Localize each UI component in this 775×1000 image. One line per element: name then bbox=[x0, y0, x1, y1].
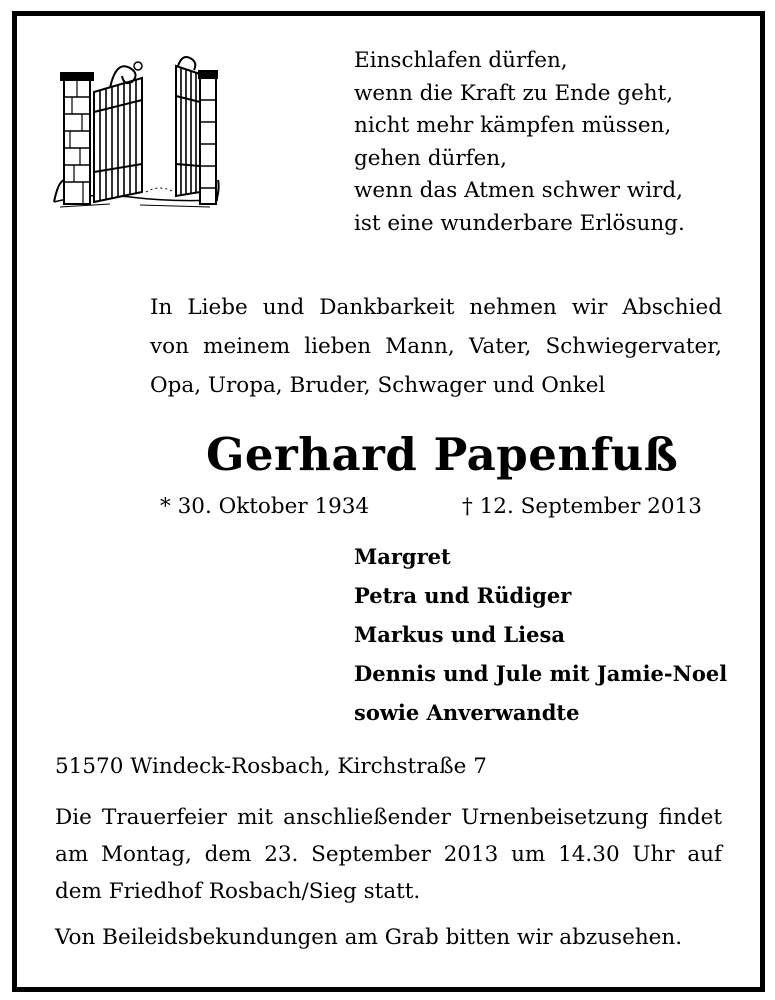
mourner: Margret bbox=[354, 544, 451, 569]
poem-line: ist eine wunderbare Erlösung. bbox=[354, 210, 685, 236]
poem-line: Einschlafen dürfen, bbox=[354, 48, 568, 73]
closing-note: Von Beileidsbekundungen am Grab bitten wir abzusehen. bbox=[55, 925, 683, 950]
service-line: am Montag, dem 23. September 2013 um 14.30 Uhr auf bbox=[55, 842, 722, 867]
service-info bbox=[55, 799, 722, 910]
mourner: Dennis und Jule mit Jamie-Noel bbox=[354, 661, 728, 686]
poem-line: wenn das Atmen schwer wird, bbox=[354, 178, 683, 203]
mourner: sowie Anverwandte bbox=[354, 700, 580, 725]
farewell-line: Opa, Uropa, Bruder, Schwager und Onkel bbox=[150, 373, 606, 398]
deceased-name: Gerhard Papenfuß bbox=[206, 428, 679, 481]
poem-line: nicht mehr kämpfen müssen, bbox=[354, 113, 672, 138]
birth-date: * 30. Oktober 1934 bbox=[160, 494, 370, 519]
farewell-text bbox=[150, 288, 722, 405]
service-line: Die Trauerfeier mit anschließender Urnenbeisetzung findet bbox=[55, 805, 722, 830]
mourners-list bbox=[354, 537, 727, 732]
mourner: Petra und Rüdiger bbox=[354, 583, 572, 608]
mourner: Markus und Liesa bbox=[354, 622, 565, 647]
poem bbox=[354, 45, 734, 240]
open-gate-illustration bbox=[50, 52, 222, 212]
farewell-line: In Liebe und Dankbarkeit nehmen wir Abschied bbox=[150, 295, 722, 320]
death-date: † 12. September 2013 bbox=[462, 494, 702, 519]
poem-line: gehen dürfen, bbox=[354, 145, 507, 171]
service-line: dem Friedhof Rosbach/Sieg statt. bbox=[55, 879, 421, 904]
address: 51570 Windeck-Rosbach, Kirchstraße 7 bbox=[55, 754, 487, 779]
farewell-line: von meinem lieben Mann, Vater, Schwiegervater, bbox=[150, 334, 722, 359]
poem-line: wenn die Kraft zu Ende geht, bbox=[354, 80, 674, 106]
